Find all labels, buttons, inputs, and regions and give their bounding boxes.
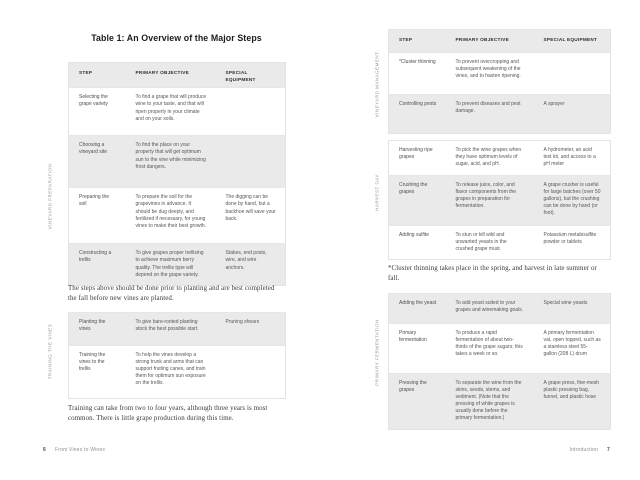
table-row-adding-sulfite: [389, 226, 611, 260]
column-header-special-equipment: SPECIAL EQUIPMENT: [543, 37, 598, 42]
cell-equipment: A hydrometer, an acid test kit, and access to a pH meter: [543, 147, 596, 168]
cell-equipment: A sprayer: [543, 101, 565, 107]
cell-step: Selecting the grape variety: [79, 94, 108, 108]
cell-objective: To separate the wine from the skins, seeds, stems, and sediment. (Note that the pressing of white grapes is usually done before the primary fermentation.): [455, 380, 522, 422]
cell-objective: To prevent diseases and pest damage.: [455, 101, 521, 115]
table-row-crushing-the-grapes: [389, 176, 611, 226]
cell-step: Crushing the grapes: [399, 182, 428, 196]
table-row-selecting-grape-variety: [69, 88, 286, 136]
left-page-footer: [43, 447, 105, 453]
cell-step: Preparing the soil: [79, 194, 110, 208]
column-header-step: STEP: [79, 70, 93, 75]
page-number: 6: [43, 447, 46, 453]
running-title: From Vines to Wines: [54, 447, 106, 453]
cell-step: Harvesting ripe grapes: [399, 147, 433, 161]
cell-step: *Cluster thinning: [399, 59, 436, 65]
cell-objective: To give grapes proper trellising to achieve maximum berry quality. The trellis type will depend on the grape variety.: [135, 250, 204, 278]
cell-equipment: A grape crusher is useful for large batches (over 50 gallons), but the crushing can be done by hand (or foot).: [543, 182, 601, 217]
cell-equipment: [216, 136, 286, 188]
cell-step: Training the vines to the trellis: [79, 352, 106, 373]
table-row-primary-fermentation: [389, 324, 611, 374]
cell-step: Adding sulfite: [399, 232, 430, 238]
table-row-training-the-vines: [69, 346, 286, 399]
table-header-row: [69, 63, 286, 88]
cell-step: Constructing a trellis: [79, 250, 112, 264]
sidebar-section-harvest-day: HARVEST DAY: [374, 174, 380, 211]
cell-objective: To add yeast suited to your grapes and winemaking goals.: [455, 300, 524, 314]
cell-equipment: [216, 88, 286, 136]
cell-objective: To stun or kill wild and unwanted yeasts in the crushed grape must.: [455, 232, 507, 253]
cell-equipment: [534, 53, 611, 95]
cell-equipment: A primary fermentation vat, open topped, such as a stainless steel 55-gallon (208 L) drum: [543, 330, 601, 358]
right-table-vineyard-management: [388, 29, 611, 134]
cell-equipment: Potassium metabisulfite powder or tablets: [543, 232, 597, 246]
cell-objective: To pick the wine grapes when they have optimum levels of sugar, acid, and pH.: [455, 147, 522, 168]
cell-step: Planting the vines: [79, 319, 106, 333]
cell-equipment: A grape press, fine-mesh plastic pressing bag, funnel, and plastic hose: [543, 380, 600, 401]
cell-objective: To help the vines develop a strong trunk and arms that can support fruiting canes, and train them for optimum sun exposure on the trellis.: [135, 352, 206, 387]
table-row-constructing-a-trellis: [69, 244, 286, 285]
cell-equipment: Special wine yeasts: [543, 300, 588, 306]
right-table-primary-fermentation: [388, 293, 611, 430]
cell-objective: To find a grape that will produce wine to your taste, and that will ripen properly in your climate and on your soils.: [135, 94, 207, 122]
column-header-step: STEP: [399, 37, 413, 42]
table-row-preparing-the-soil: [69, 188, 286, 244]
body-paragraph-training-note: Training can take from two to four years, although three years is most common. There is little grape production during this time.: [68, 405, 268, 423]
sidebar-section-primary-fermentation: PRIMARY FERMENTATION: [374, 319, 380, 386]
column-header-special-equipment: SPECIAL EQUIPMENT: [225, 70, 256, 82]
cell-objective: To give bare-rooted planting stock the best possible start.: [135, 319, 199, 333]
cell-equipment: Stakes, end posts, wire, and wire anchors.: [225, 250, 267, 271]
cell-equipment: [216, 346, 286, 399]
cell-objective: To produce a rapid fermentation of about two-thirds of the grape sugars; this takes a week or so.: [455, 330, 523, 358]
cell-equipment: The digging can be done by hand, but a backhoe will save your back.: [225, 194, 276, 222]
right-page-footer: [500, 447, 610, 453]
table-title: Table 1: An Overview of the Major Steps: [91, 33, 262, 43]
cell-step: Choosing a vineyard site: [79, 142, 108, 156]
column-header-primary-objective: PRIMARY OBJECTIVE: [455, 37, 509, 42]
left-table-training-the-vines: [68, 312, 286, 399]
table-row-choosing-vineyard-site: [69, 136, 286, 188]
cell-equipment: Pruning shears: [225, 319, 260, 325]
cell-step: Pressing the grapes: [399, 380, 427, 394]
table-row-planting-the-vines: [69, 313, 286, 346]
column-header-primary-objective: PRIMARY OBJECTIVE: [135, 70, 189, 75]
cell-objective: To find the place on your property that will get optimum sun to the vine while minimizing frost dangers.: [135, 142, 206, 170]
body-paragraph-planting-note: The steps above should be done prior to planting and are best completed the fall before new vines are planted.: [68, 285, 275, 303]
table-row-adding-the-yeast: [389, 294, 611, 324]
cell-step: Adding the yeast: [399, 300, 437, 306]
running-title: Introduction: [569, 447, 599, 453]
sidebar-section-vineyard-preparation: VINEYARD PREPARATION: [47, 163, 53, 230]
table-row-pressing-the-grapes: [389, 374, 611, 430]
cell-objective: To release juice, color, and flavor components from the grapes in preparation for fermentation.: [455, 182, 517, 210]
table-row-harvesting-ripe-grapes: [389, 141, 611, 176]
left-table-vineyard-preparation: [68, 62, 286, 286]
page-number: 7: [607, 447, 610, 453]
right-table-harvest-day: [388, 140, 611, 260]
cell-step: Primary fermentation: [399, 330, 427, 344]
table-row-cluster-thinning: [389, 53, 611, 95]
table-row-controlling-pests: [389, 95, 611, 134]
cell-objective: To prepare the soil for the grapevines in advance. It should be dug deeply, and fertilized if necessary, for young vines to make their best growth.: [135, 194, 207, 229]
body-paragraph-cluster-thinning-note: *Cluster thinning takes place in the spring, and harvest in late summer or fall.: [388, 265, 597, 283]
cell-step: Controlling pests: [399, 101, 437, 107]
cell-objective: To prevent overcropping and subsequent weakening of the vines, and to hasten ripening.: [455, 59, 521, 80]
sidebar-section-training-the-vines: TRAINING THE VINES: [47, 323, 53, 380]
sidebar-section-vineyard-management: VINEYARD MANAGEMENT: [374, 51, 380, 118]
table-header-row: [389, 30, 611, 53]
